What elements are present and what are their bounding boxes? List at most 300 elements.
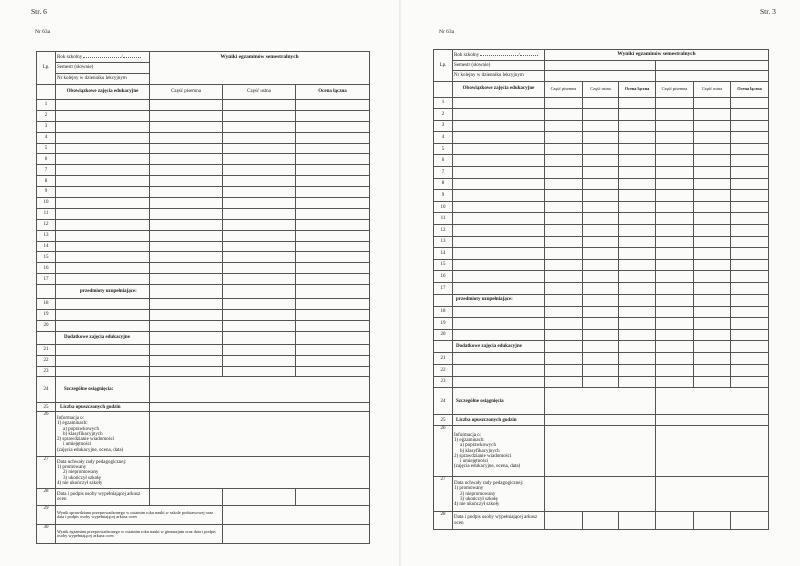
grade-cell[interactable] (223, 320, 296, 331)
grade-cell[interactable] (545, 364, 583, 376)
grade-cell[interactable] (296, 310, 370, 321)
grade-cell[interactable] (656, 120, 694, 132)
grade-cell[interactable] (56, 143, 150, 154)
grade-cell[interactable] (731, 213, 769, 225)
liczba-1[interactable] (545, 415, 656, 426)
grade-cell[interactable] (296, 274, 370, 285)
grade-cell[interactable] (583, 109, 619, 121)
grade-cell[interactable] (694, 132, 731, 144)
grade-cell[interactable] (619, 109, 656, 121)
grade-cell[interactable] (619, 376, 656, 388)
grade-cell[interactable] (150, 143, 223, 154)
grade-cell[interactable] (583, 271, 619, 283)
grade-cell[interactable] (223, 252, 296, 263)
grade-cell[interactable] (223, 143, 296, 154)
grade-cell[interactable] (619, 178, 656, 190)
grade-cell[interactable] (619, 120, 656, 132)
grade-cell[interactable] (619, 271, 656, 283)
grade-cell[interactable] (453, 329, 545, 341)
grade-cell[interactable] (656, 353, 694, 365)
grade-cell[interactable] (150, 355, 223, 366)
nr-kolejny-field[interactable]: Nr kolejny w dzienniku lekcyjnym (453, 71, 545, 82)
grade-cell[interactable] (731, 248, 769, 260)
grade-cell[interactable] (150, 274, 223, 285)
semestr-field[interactable]: Semestr (słownie) (453, 60, 545, 71)
grade-cell[interactable] (296, 263, 370, 274)
grade-cell[interactable] (150, 165, 223, 176)
grade-cell[interactable] (150, 344, 223, 355)
grade-cell[interactable] (296, 320, 370, 331)
grade-cell[interactable] (583, 236, 619, 248)
grade-cell[interactable] (731, 225, 769, 237)
grade-cell[interactable] (453, 132, 545, 144)
grade-cell[interactable] (583, 132, 619, 144)
uzupelniajace-header: przedmioty uzupełniające: (56, 285, 150, 299)
szczegolne-value[interactable] (150, 377, 370, 403)
grade-cell[interactable] (656, 271, 694, 283)
grade-cell[interactable] (150, 100, 223, 111)
grade-cell[interactable] (223, 165, 296, 176)
grade-cell[interactable] (656, 329, 694, 341)
grade-cell[interactable] (56, 310, 150, 321)
grade-cell[interactable] (583, 201, 619, 213)
grade-cell[interactable] (731, 364, 769, 376)
grade-cell[interactable] (656, 283, 694, 295)
grade-cell[interactable] (150, 176, 223, 187)
grade-cell[interactable] (296, 344, 370, 355)
grade-cell[interactable] (731, 167, 769, 179)
grade-cell[interactable] (656, 306, 694, 318)
grade-cell[interactable] (694, 236, 731, 248)
uchwala-27-1[interactable] (545, 477, 656, 512)
grade-cell[interactable] (656, 178, 694, 190)
grade-cell[interactable] (545, 190, 583, 202)
grade-cell[interactable] (545, 318, 583, 330)
grade-cell[interactable] (731, 190, 769, 202)
grade-cell[interactable] (453, 306, 545, 318)
grade-cell[interactable] (694, 201, 731, 213)
podpis-cell[interactable] (150, 489, 223, 506)
info-26-1[interactable] (545, 426, 656, 477)
grade-cell[interactable] (150, 198, 223, 209)
grade-cell[interactable] (223, 230, 296, 241)
grade-cell[interactable] (150, 252, 223, 263)
grade-cell[interactable] (223, 208, 296, 219)
grade-cell[interactable] (545, 178, 583, 190)
grade-cell[interactable] (656, 132, 694, 144)
grade-cell[interactable] (56, 230, 150, 241)
grade-cell[interactable] (694, 248, 731, 260)
grade-cell[interactable] (453, 259, 545, 271)
grade-cell[interactable] (583, 318, 619, 330)
grade-cell[interactable] (545, 225, 583, 237)
grade-cell[interactable] (223, 121, 296, 132)
grade-cell[interactable] (583, 329, 619, 341)
info-line: (zajęcia edukacyjne, ocena, data) (454, 464, 521, 470)
table-row (434, 259, 769, 271)
grade-cell[interactable] (694, 225, 731, 237)
row-number: 24 (37, 377, 56, 403)
grade-cell[interactable] (731, 236, 769, 248)
grade-cell[interactable] (296, 100, 370, 111)
grade-cell[interactable] (56, 299, 150, 310)
rok-szkolny-field[interactable] (56, 52, 150, 63)
grade-cell[interactable] (619, 353, 656, 365)
row-number: 7 (434, 167, 453, 179)
grade-cell[interactable] (296, 299, 370, 310)
grade-cell[interactable] (619, 132, 656, 144)
grade-cell[interactable] (619, 190, 656, 202)
grade-cell[interactable] (694, 120, 731, 132)
grade-cell[interactable] (583, 259, 619, 271)
grade-cell[interactable] (223, 355, 296, 366)
grade-cell[interactable] (731, 318, 769, 330)
grade-cell[interactable] (545, 248, 583, 260)
grade-cell[interactable] (223, 100, 296, 111)
grade-cell[interactable] (731, 155, 769, 167)
grade-cell[interactable] (56, 198, 150, 209)
grade-cell[interactable] (223, 344, 296, 355)
grade-cell[interactable] (56, 252, 150, 263)
szczegolne-2[interactable] (656, 388, 769, 415)
grade-cell[interactable] (545, 97, 583, 109)
grade-cell[interactable] (656, 155, 694, 167)
grade-cell[interactable] (545, 120, 583, 132)
grade-cell[interactable] (619, 259, 656, 271)
grade-cell[interactable] (453, 236, 545, 248)
grade-cell[interactable] (656, 213, 694, 225)
grade-cell[interactable] (296, 143, 370, 154)
grade-cell[interactable] (583, 225, 619, 237)
grade-cell[interactable] (453, 225, 545, 237)
grade-cell[interactable] (453, 97, 545, 109)
grade-cell[interactable] (656, 109, 694, 121)
grade-cell[interactable] (656, 318, 694, 330)
grade-cell[interactable] (453, 155, 545, 167)
grade-cell[interactable] (694, 283, 731, 295)
grade-cell[interactable] (150, 263, 223, 274)
grade-cell[interactable] (545, 167, 583, 179)
grade-cell[interactable] (296, 187, 370, 198)
podpis-cell[interactable] (296, 489, 370, 506)
uchwala-27-value[interactable] (150, 457, 370, 489)
grade-cell[interactable] (619, 329, 656, 341)
row-number: 9 (37, 187, 56, 198)
grade-cell[interactable] (619, 143, 656, 155)
grade-cell[interactable] (223, 154, 296, 165)
grade-cell[interactable] (583, 364, 619, 376)
grade-cell[interactable] (56, 165, 150, 176)
grade-cell[interactable] (223, 176, 296, 187)
grade-cell[interactable] (545, 109, 583, 121)
grade-cell[interactable] (296, 219, 370, 230)
grade-cell[interactable] (694, 155, 731, 167)
grade-cell[interactable] (694, 271, 731, 283)
grade-cell[interactable] (296, 110, 370, 121)
grade-cell[interactable] (731, 132, 769, 144)
grade-cell[interactable] (150, 299, 223, 310)
szczegolne-1[interactable] (545, 388, 656, 415)
grade-cell[interactable] (453, 201, 545, 213)
grade-cell[interactable] (453, 248, 545, 260)
grade-cell[interactable] (619, 97, 656, 109)
grade-cell[interactable] (731, 109, 769, 121)
grade-cell[interactable] (223, 310, 296, 321)
podpis-cell[interactable] (656, 512, 694, 530)
grade-cell[interactable] (619, 248, 656, 260)
grade-cell[interactable] (583, 167, 619, 179)
grade-cell[interactable] (56, 263, 150, 274)
grade-cell[interactable] (694, 306, 731, 318)
grade-cell[interactable] (150, 110, 223, 121)
grade-cell[interactable] (296, 165, 370, 176)
wynik-30-value[interactable] (223, 525, 370, 544)
grade-cell[interactable] (150, 219, 223, 230)
grade-cell[interactable] (545, 376, 583, 388)
grade-cell[interactable] (545, 143, 583, 155)
grade-cell[interactable] (656, 236, 694, 248)
blank (296, 331, 370, 344)
table-row (434, 120, 769, 132)
grade-cell[interactable] (731, 329, 769, 341)
grade-cell[interactable] (583, 283, 619, 295)
grade-cell[interactable] (56, 320, 150, 331)
grade-cell[interactable] (545, 155, 583, 167)
grade-cell[interactable] (453, 271, 545, 283)
grade-cell[interactable] (150, 121, 223, 132)
grade-cell[interactable] (453, 167, 545, 179)
grade-cell[interactable] (694, 318, 731, 330)
grade-cell[interactable] (656, 143, 694, 155)
grade-cell[interactable] (223, 263, 296, 274)
grade-cell[interactable] (545, 201, 583, 213)
grade-cell[interactable] (56, 344, 150, 355)
grade-cell[interactable] (150, 187, 223, 198)
grade-cell[interactable] (453, 364, 545, 376)
grade-cell[interactable] (656, 225, 694, 237)
grade-cell[interactable] (150, 320, 223, 331)
grade-cell[interactable] (656, 259, 694, 271)
grade-cell[interactable] (731, 120, 769, 132)
grade-cell[interactable] (56, 366, 150, 377)
liczba-2[interactable] (656, 415, 769, 426)
grade-cell[interactable] (583, 248, 619, 260)
grade-cell[interactable] (583, 353, 619, 365)
row-number: 13 (434, 236, 453, 248)
grade-cell[interactable] (694, 353, 731, 365)
podpis-cell[interactable] (731, 512, 769, 530)
grade-cell[interactable] (694, 329, 731, 341)
grade-cell[interactable] (656, 364, 694, 376)
grade-cell[interactable] (583, 155, 619, 167)
grade-cell[interactable] (694, 213, 731, 225)
grade-cell[interactable] (694, 143, 731, 155)
info-26 (453, 426, 545, 477)
grade-cell[interactable] (619, 283, 656, 295)
grade-cell[interactable] (296, 355, 370, 366)
semestr-field[interactable]: Semestr (słownie) (56, 63, 150, 74)
grade-cell[interactable] (453, 213, 545, 225)
grade-cell[interactable] (223, 132, 296, 143)
grade-cell[interactable] (150, 310, 223, 321)
grade-cell[interactable] (619, 225, 656, 237)
grade-cell[interactable] (731, 283, 769, 295)
grade-cell[interactable] (223, 198, 296, 209)
grade-cell[interactable] (731, 143, 769, 155)
grade-cell[interactable] (656, 167, 694, 179)
grade-cell[interactable] (545, 236, 583, 248)
grade-cell[interactable] (296, 208, 370, 219)
liczba-value[interactable] (150, 403, 370, 412)
grade-cell[interactable] (619, 167, 656, 179)
grade-cell[interactable] (545, 132, 583, 144)
grade-cell[interactable] (694, 376, 731, 388)
grade-cell[interactable] (223, 366, 296, 377)
grade-cell[interactable] (296, 121, 370, 132)
grade-cell[interactable] (453, 178, 545, 190)
grade-cell[interactable] (296, 132, 370, 143)
grade-cell[interactable] (731, 306, 769, 318)
grade-cell[interactable] (583, 213, 619, 225)
grade-cell[interactable] (545, 213, 583, 225)
grade-cell[interactable] (56, 208, 150, 219)
grade-cell[interactable] (694, 97, 731, 109)
podpis-cell[interactable] (223, 489, 296, 506)
grade-cell[interactable] (731, 353, 769, 365)
grade-cell[interactable] (223, 219, 296, 230)
grade-cell[interactable] (583, 178, 619, 190)
grade-cell[interactable] (656, 190, 694, 202)
podpis-cell[interactable] (619, 512, 656, 530)
rok-szkolny-field[interactable] (453, 50, 545, 61)
grade-cell[interactable] (223, 110, 296, 121)
grade-cell[interactable] (296, 176, 370, 187)
nr-2[interactable] (656, 71, 769, 82)
grade-cell[interactable] (583, 306, 619, 318)
grade-cell[interactable] (619, 364, 656, 376)
grade-cell[interactable] (56, 176, 150, 187)
grade-cell[interactable] (731, 97, 769, 109)
grade-cell[interactable] (656, 248, 694, 260)
grade-cell[interactable] (694, 109, 731, 121)
grade-cell[interactable] (619, 213, 656, 225)
uchwala-27-2[interactable] (656, 477, 769, 512)
grade-cell[interactable] (545, 271, 583, 283)
grade-cell[interactable] (150, 132, 223, 143)
grade-cell[interactable] (56, 241, 150, 252)
grade-cell[interactable] (56, 355, 150, 366)
grade-cell[interactable] (223, 299, 296, 310)
row-number: 25 (37, 403, 56, 412)
grade-cell[interactable] (731, 178, 769, 190)
grade-cell[interactable] (731, 376, 769, 388)
grade-cell[interactable] (150, 154, 223, 165)
info-26-2[interactable] (656, 426, 769, 477)
grade-cell[interactable] (694, 259, 731, 271)
grade-cell[interactable] (296, 366, 370, 377)
grade-cell[interactable] (453, 376, 545, 388)
grade-cell[interactable] (56, 154, 150, 165)
grade-cell[interactable] (545, 353, 583, 365)
podpis-cell[interactable] (694, 512, 731, 530)
grade-cell[interactable] (545, 283, 583, 295)
grade-cell[interactable] (296, 241, 370, 252)
grade-cell[interactable] (619, 201, 656, 213)
grade-cell[interactable] (583, 97, 619, 109)
grade-cell[interactable] (694, 178, 731, 190)
grade-cell[interactable] (223, 241, 296, 252)
grade-cell[interactable] (694, 190, 731, 202)
grade-cell[interactable] (545, 306, 583, 318)
grade-cell[interactable] (453, 318, 545, 330)
grade-cell[interactable] (296, 252, 370, 263)
grade-cell[interactable] (56, 187, 150, 198)
grade-cell[interactable] (56, 132, 150, 143)
semestr-1[interactable] (545, 60, 656, 71)
grade-cell[interactable] (545, 259, 583, 271)
grade-cell[interactable] (453, 190, 545, 202)
grade-cell[interactable] (619, 318, 656, 330)
nr-kolejny-field[interactable]: Nr kolejny w dzienniku lekcyjnym (56, 74, 150, 85)
grade-cell[interactable] (296, 230, 370, 241)
grade-cell[interactable] (453, 353, 545, 365)
grade-cell[interactable] (656, 201, 694, 213)
grade-cell[interactable] (656, 97, 694, 109)
grade-cell[interactable] (694, 167, 731, 179)
grade-cell[interactable] (583, 143, 619, 155)
grade-cell[interactable] (150, 230, 223, 241)
nr-1[interactable] (545, 71, 656, 82)
grade-cell[interactable] (583, 190, 619, 202)
info-line: 1) egzaminach: (454, 438, 485, 444)
grade-cell[interactable] (56, 110, 150, 121)
podpis-cell[interactable] (545, 512, 583, 530)
grade-cell[interactable] (223, 187, 296, 198)
grade-cell[interactable] (453, 109, 545, 121)
grade-cell[interactable] (731, 271, 769, 283)
grade-cell[interactable] (731, 201, 769, 213)
row-number: 6 (434, 155, 453, 167)
semestr-2[interactable] (656, 60, 769, 71)
grade-cell[interactable] (619, 236, 656, 248)
info-26-value[interactable] (150, 412, 370, 457)
grade-cell[interactable] (731, 259, 769, 271)
grade-cell[interactable] (619, 306, 656, 318)
grade-cell[interactable] (296, 198, 370, 209)
grade-cell[interactable] (56, 100, 150, 111)
grade-cell[interactable] (453, 283, 545, 295)
grade-cell[interactable] (56, 219, 150, 230)
grade-cell[interactable] (453, 143, 545, 155)
grade-cell[interactable] (619, 155, 656, 167)
grade-cell[interactable] (56, 121, 150, 132)
grade-cell[interactable] (694, 364, 731, 376)
grade-cell[interactable] (453, 120, 545, 132)
grade-cell[interactable] (296, 154, 370, 165)
grade-cell[interactable] (656, 376, 694, 388)
grade-cell[interactable] (150, 241, 223, 252)
grade-cell[interactable] (583, 120, 619, 132)
grade-cell[interactable] (150, 366, 223, 377)
wynik-29-value[interactable] (223, 506, 370, 525)
grade-cell[interactable] (583, 376, 619, 388)
grade-cell[interactable] (150, 208, 223, 219)
row-number: 13 (37, 230, 56, 241)
grade-cell[interactable] (56, 274, 150, 285)
grade-cell[interactable] (223, 274, 296, 285)
grade-cell[interactable] (545, 329, 583, 341)
podpis-cell[interactable] (583, 512, 619, 530)
